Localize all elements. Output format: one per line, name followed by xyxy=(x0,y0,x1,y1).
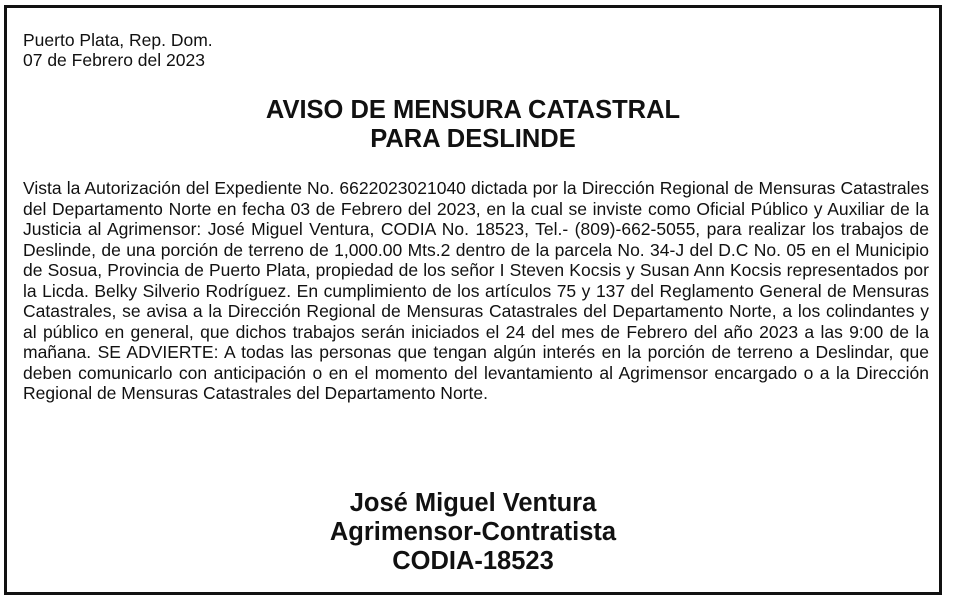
place-date xyxy=(23,30,213,70)
signature-block xyxy=(7,489,939,576)
signer-license: CODIA-18523 xyxy=(392,547,554,575)
notice-title xyxy=(7,96,939,154)
notice-frame xyxy=(4,5,942,595)
title-line-1: AVISO DE MENSURA CATASTRAL xyxy=(265,96,681,124)
signer-name: José Miguel Ventura xyxy=(349,489,597,517)
signer-role: Agrimensor-Contratista xyxy=(329,518,617,546)
title-line-2: PARA DESLINDE xyxy=(370,125,576,153)
location-text: Puerto Plata, Rep. Dom. xyxy=(23,30,213,50)
notice-body: Vista la Autorización del Expediente No. 6622023021040 dictada por la Dirección Regional de Mensuras Catastrales del Departamento Norte en fecha 03 de Febrero del 2023, en la cual se inviste como Oficial Público y Auxiliar de la Justicia al Agrimensor: José Miguel Ventura, CODIA No. 18523, Tel.- (809)-662-5055, para realizar los trabajos de Deslinde, de una porción de terreno de 1,000.00 Mts.2 dentro de la parcela No. 34-J del D.C No. 05 en el Municipio de Sosua, Provincia de Puerto Plata, propiedad de los señor I Steven Kocsis y Susan Ann Kocsis representados por la Licda. Belky Silverio Rodríguez. En cumplimiento de los artículos 75 y 137 del Reglamento General de Mensuras Catastrales, se avisa a la Dirección Regional de Mensuras Catastrales del Departamento Norte, a los colindantes y al público en general, que dichos trabajos serán iniciados el 24 del mes de Febrero del año 2023 a las 9:00 de la mañana. SE ADVIERTE: A todas las personas que tengan algún interés en la porción de terreno a Deslindar, que deben comunicarlo con anticipación o en el momento del levantamiento al Agrimensor encargado o a la Dirección Regional de Mensuras Catastrales del Departamento Norte. xyxy=(23,178,929,403)
date-text: 07 de Febrero del 2023 xyxy=(23,50,205,70)
